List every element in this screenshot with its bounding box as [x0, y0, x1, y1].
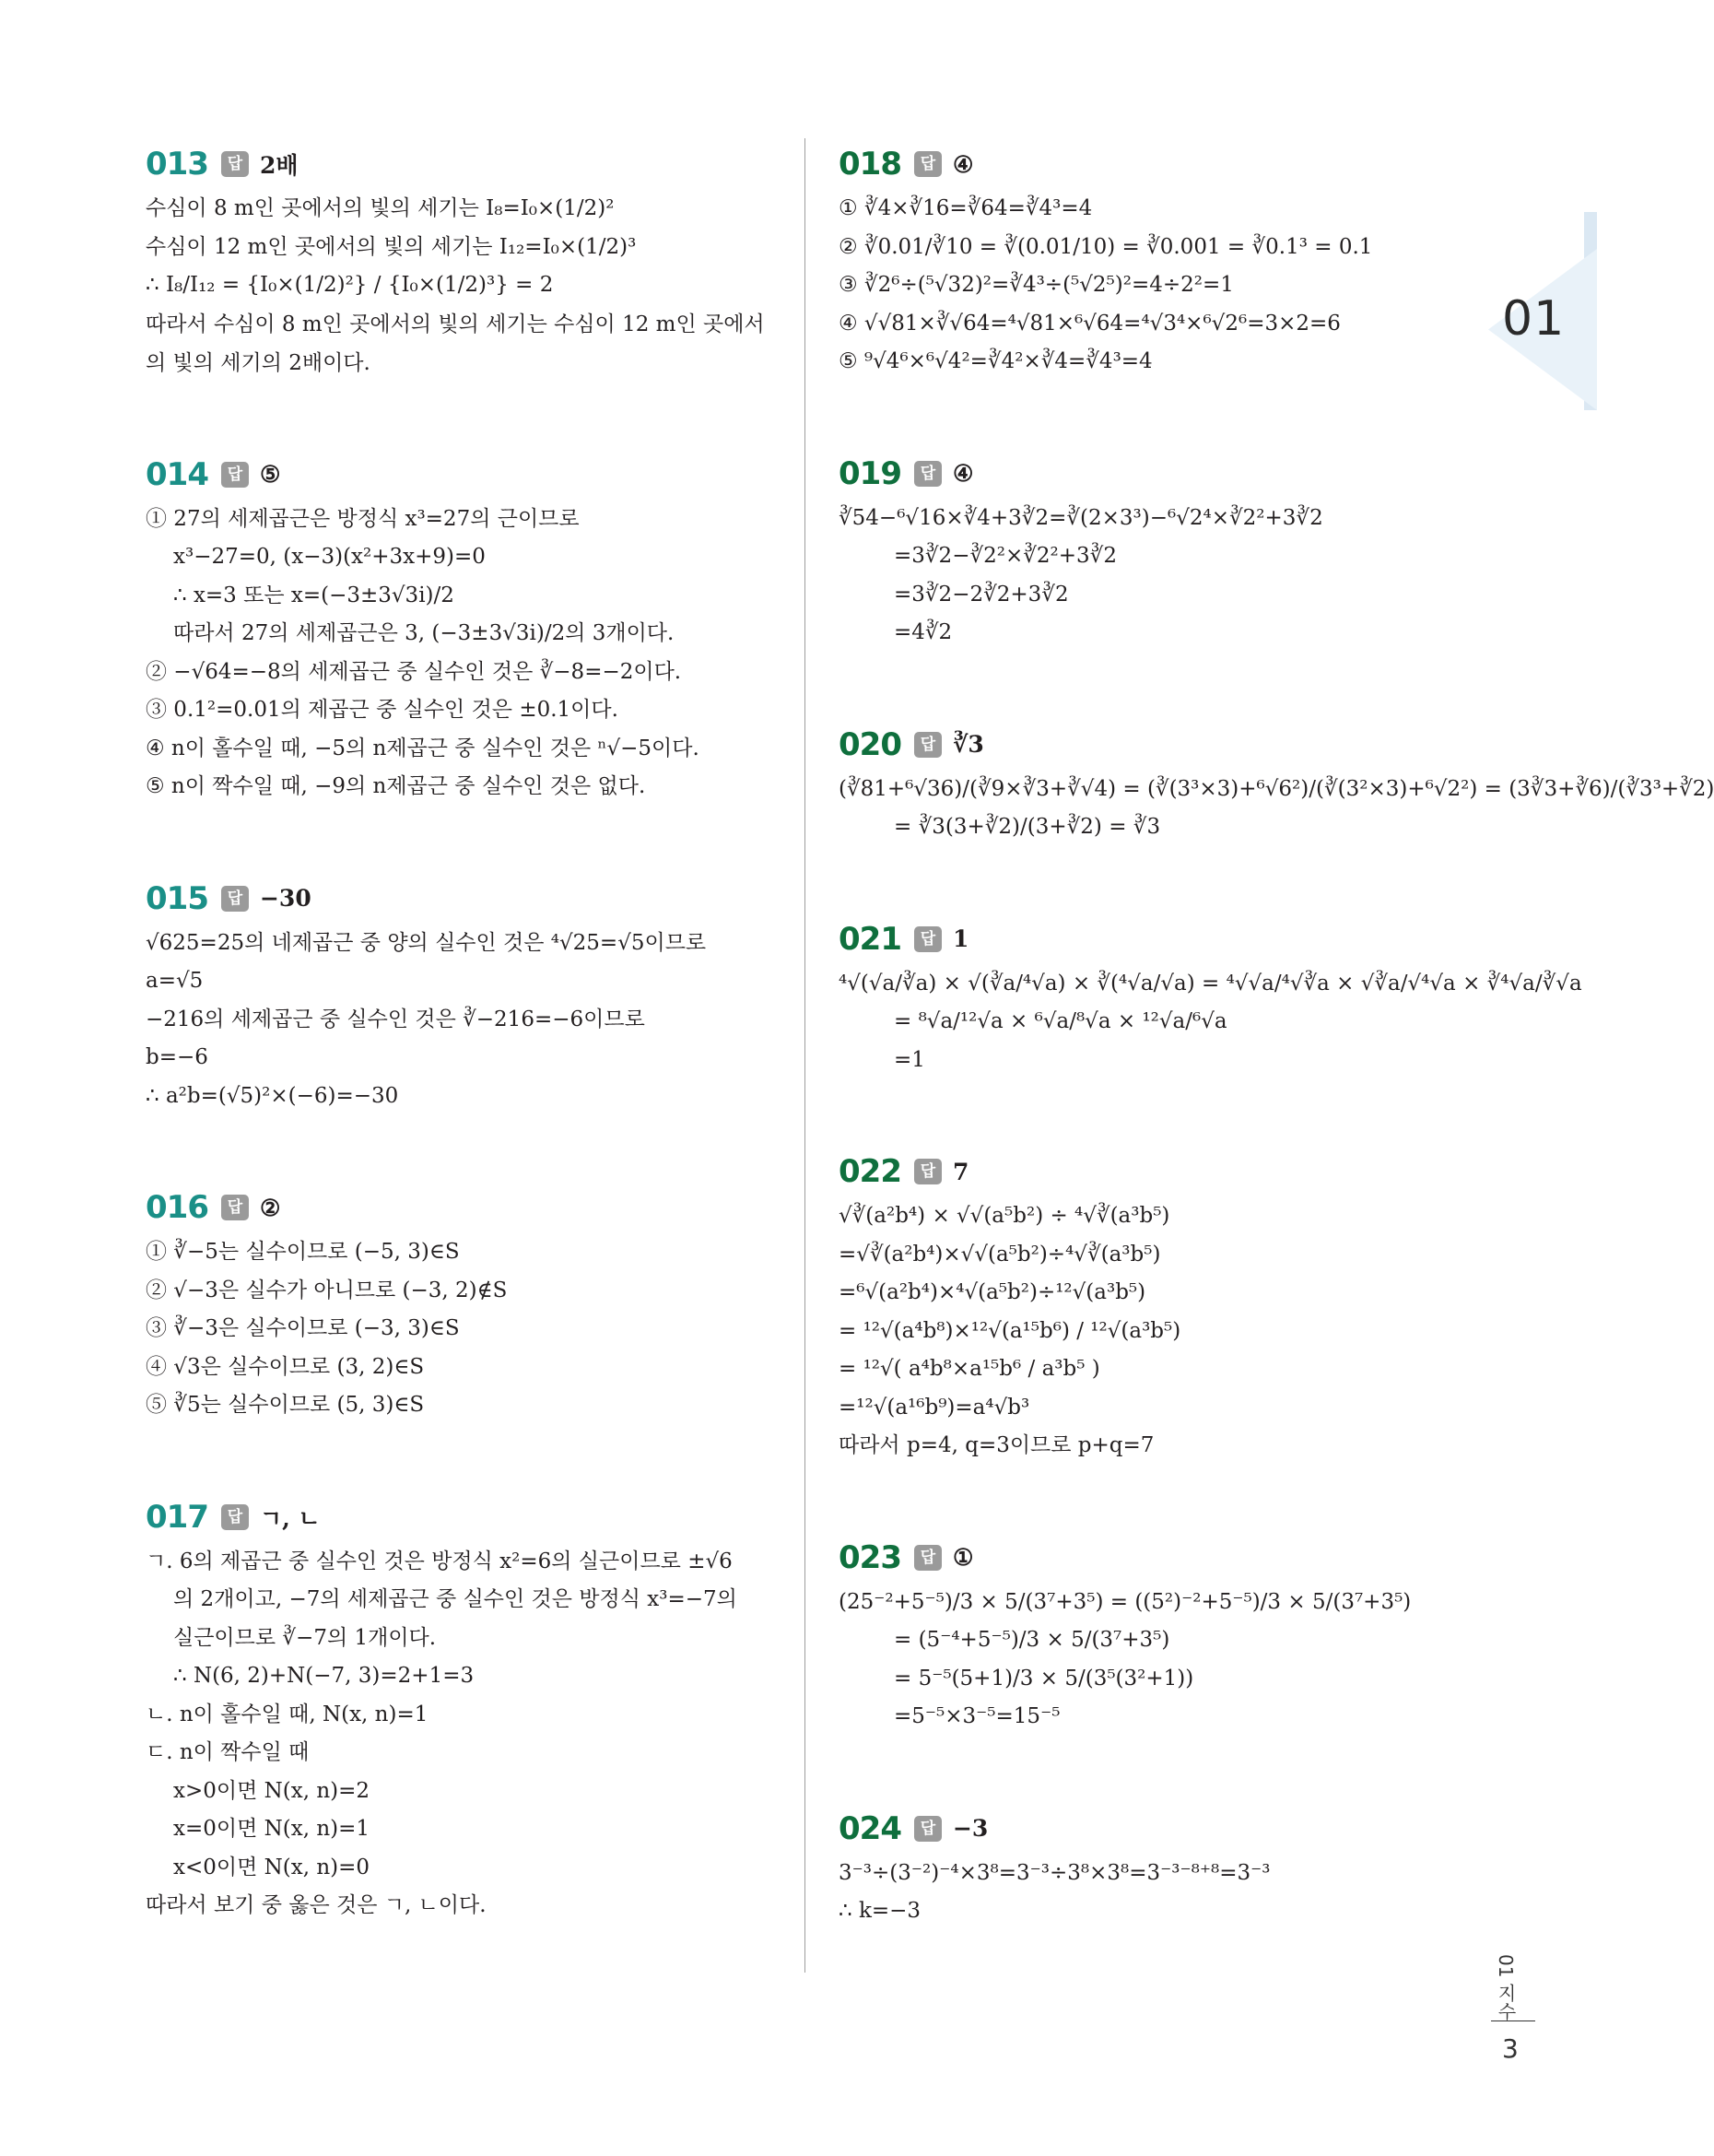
problem-header — [146, 873, 781, 925]
problem-header — [839, 448, 1484, 500]
solution-line: ㄱ. 6의 제곱근 중 실수인 것은 방정식 x²=6의 실근이므로 ±√6 — [146, 1549, 733, 1573]
solution-line: = (5⁻⁴+5⁻⁵)/3 × 5/(3⁷+3⁵) — [894, 1628, 1170, 1652]
solution-line: = ¹²√(a⁴b⁸)×¹²√(a¹⁵b⁶) / ¹²√(a³b⁵) — [839, 1318, 1181, 1343]
problem-number: 023 — [839, 1538, 901, 1576]
problem-015 — [146, 873, 781, 1116]
solution-line: x=0이면 N(x, n)=1 — [173, 1817, 370, 1841]
solution-line: = ⁸√a/¹²√a × ⁶√a/⁸√a × ¹²√a/⁶√a — [894, 1009, 1227, 1033]
answer-value: ② — [259, 1194, 281, 1221]
problem-017 — [146, 1491, 781, 1926]
solution-line: ① ∛−5는 실수이므로 (−5, 3)∈S — [146, 1240, 460, 1264]
answer-tag-badge: 답 — [914, 1545, 942, 1571]
problem-number: 015 — [146, 879, 208, 917]
problem-016 — [146, 1182, 781, 1425]
solution-line: x>0이면 N(x, n)=2 — [173, 1778, 370, 1803]
solution-line: ④ √3은 실수이므로 (3, 2)∈S — [146, 1354, 425, 1379]
answer-tag-badge: 답 — [914, 1159, 942, 1184]
problem-019 — [839, 448, 1484, 653]
solution-line: =¹²√(a¹⁶b⁹)=a⁴√b³ — [839, 1395, 1030, 1420]
solution-line: ① ∛4×∛16=∛64=∛4³=4 — [839, 196, 1093, 220]
solution-line: (25⁻²+5⁻⁵)/3 × 5/(3⁷+3⁵) = ((5²)⁻²+5⁻⁵)/3 × 5/(3⁷+3⁵) — [839, 1589, 1412, 1614]
answer-tag-badge: 답 — [221, 462, 249, 488]
solution-line: 의 2개이고, −7의 세제곱근 중 실수인 것은 방정식 x³=−7의 — [173, 1587, 737, 1611]
solution-line: 따라서 보기 중 옳은 것은 ㄱ, ㄴ이다. — [146, 1893, 487, 1917]
solution-line: =1 — [894, 1047, 925, 1072]
solution-line: ∴ N(6, 2)+N(−7, 3)=2+1=3 — [173, 1664, 475, 1688]
problem-020 — [839, 719, 1714, 847]
solution-line: √∛(a²b⁴) × √√(a⁵b²) ÷ ⁴√∛(a³b⁵) — [839, 1204, 1170, 1228]
solution-line: ∴ k=−3 — [839, 1899, 922, 1923]
problem-header — [146, 1491, 781, 1543]
answer-value: ④ — [952, 150, 974, 178]
solution-line: ㄷ. n이 짝수일 때 — [146, 1740, 310, 1764]
answer-value: ① — [952, 1544, 974, 1571]
problem-number: 020 — [839, 725, 901, 763]
solution-line: = ¹²√( a⁴b⁸×a¹⁵b⁶ / a³b⁵ ) — [839, 1357, 1100, 1381]
answer-value: ∛3 — [952, 731, 984, 758]
problem-number: 022 — [839, 1153, 901, 1190]
answer-tag-badge: 답 — [914, 461, 942, 487]
problem-header — [146, 138, 781, 190]
answer-tag-badge: 답 — [914, 926, 942, 952]
answer-tag-badge: 답 — [914, 1816, 942, 1842]
problem-number: 019 — [839, 454, 901, 492]
answer-value: 7 — [952, 1158, 969, 1185]
answer-tag-badge: 답 — [221, 1195, 249, 1220]
chapter-number: 01 — [1502, 291, 1566, 347]
solution-line: ④ √√81×∛√64=⁴√81×⁶√64=⁴√3⁴×⁶√2⁶=3×2=6 — [839, 311, 1341, 336]
problem-header — [839, 719, 1484, 771]
chapter-label: 01 지수 — [1495, 1954, 1517, 2021]
solution-line: =5⁻⁵×3⁻⁵=15⁻⁵ — [894, 1704, 1061, 1728]
solution-line: (∛81+⁶√36)/(∛9×∛3+∛√4) = (∛(3³×3)+⁶√6²)/(∛(3²×3)+⁶√2²) = (3∛3+∛6)/(∛3³+∛2) — [839, 776, 1714, 801]
problem-number: 016 — [146, 1189, 208, 1226]
solution-line: ② √−3은 실수가 아니므로 (−3, 2)∉S — [146, 1278, 508, 1302]
solution-line: ③ 0.1²=0.01의 제곱근 중 실수인 것은 ±0.1이다. — [146, 698, 618, 722]
solution-line: 따라서 p=4, q=3이므로 p+q=7 — [839, 1433, 1155, 1457]
solution-line: ∴ a²b=(√5)²×(−6)=−30 — [146, 1083, 399, 1108]
solution-line: ∴ I₈/I₁₂ = {I₀×(1/2)²} / {I₀×(1/2)³} = 2 — [146, 273, 554, 297]
problem-014 — [146, 449, 781, 807]
answer-value: 1 — [952, 925, 969, 952]
problem-header — [839, 913, 1484, 965]
answer-tag-badge: 답 — [221, 886, 249, 912]
solution-line: ⑤ ∛5는 실수이므로 (5, 3)∈S — [146, 1393, 425, 1417]
solution-line: 따라서 수심이 8 m인 곳에서의 빛의 세기는 수심이 12 m인 곳에서의 빛의 세기의 2배이다. — [146, 312, 765, 375]
solution-line: x<0이면 N(x, n)=0 — [173, 1855, 370, 1879]
solution-line: 3⁻³÷(3⁻²)⁻⁴×3⁸=3⁻³÷3⁸×3⁸=3⁻³⁻⁸⁺⁸=3⁻³ — [839, 1860, 1271, 1885]
solution-line: 수심이 8 m인 곳에서의 빛의 세기는 I₈=I₀×(1/2)² — [146, 196, 615, 220]
solution-line: ⑤ ⁹√4⁶×⁶√4²=∛4²×∛4=∛4³=4 — [839, 349, 1153, 373]
answer-value: ④ — [952, 460, 974, 487]
solution-line: ∴ x=3 또는 x=(−3±3√3i)/2 — [173, 583, 454, 607]
left-column — [146, 138, 781, 1992]
answer-tag-badge: 답 — [914, 732, 942, 758]
problem-header — [839, 1803, 1484, 1855]
problem-number: 018 — [839, 146, 901, 183]
problem-024 — [839, 1803, 1484, 1931]
solution-line: b=−6 — [146, 1045, 208, 1069]
answer-tag-badge: 답 — [914, 151, 942, 177]
problem-021 — [839, 913, 1582, 1080]
solution-line: ㄴ. n이 홀수일 때, N(x, n)=1 — [146, 1702, 428, 1726]
solution-line: a=√5 — [146, 969, 204, 993]
answer-value: ⑤ — [259, 461, 281, 488]
problem-header — [839, 1146, 1484, 1197]
solution-line: ③ ∛−3은 실수이므로 (−3, 3)∈S — [146, 1316, 460, 1340]
problem-number: 013 — [146, 146, 208, 183]
problem-018 — [839, 138, 1484, 382]
problem-header — [146, 449, 781, 501]
solution-line: =⁶√(a²b⁴)×⁴√(a⁵b²)÷¹²√(a³b⁵) — [839, 1280, 1146, 1304]
solution-line: ③ ∛2⁶÷(⁵√32)²=∛4³÷(⁵√2⁵)²=4÷2²=1 — [839, 273, 1234, 297]
solution-line: ④ n이 홀수일 때, −5의 n제곱근 중 실수인 것은 ⁿ√−5이다. — [146, 736, 699, 760]
solution-line: ∛54−⁶√16×∛4+3∛2=∛(2×3³)−⁶√2⁴×∛2²+3∛2 — [839, 505, 1323, 530]
page-number: 3 — [1502, 2033, 1519, 2064]
solution-line: =4∛2 — [894, 620, 953, 644]
solution-line: ② ∛0.01/∛10 = ∛(0.01/10) = ∛0.001 = ∛0.1³ = 0.1 — [839, 234, 1373, 259]
solution-line: √625=25의 네제곱근 중 양의 실수인 것은 ⁴√25=√5이므로 — [146, 930, 707, 955]
problem-number: 021 — [839, 920, 901, 958]
solution-line: = ∛3(3+∛2)/(3+∛2) = ∛3 — [894, 815, 1161, 839]
answer-value: 2배 — [259, 152, 299, 179]
solution-line: 실근이므로 ∛−7의 1개이다. — [173, 1625, 437, 1650]
problem-013 — [146, 138, 781, 383]
solution-line: ⑤ n이 짝수일 때, −9의 n제곱근 중 실수인 것은 없다. — [146, 774, 646, 798]
solution-line: −216의 세제곱근 중 실수인 것은 ∛−216=−6이므로 — [146, 1007, 645, 1031]
problem-number: 017 — [146, 1498, 208, 1536]
solution-line: = 5⁻⁵(5+1)/3 × 5/(3⁵(3²+1)) — [894, 1666, 1194, 1691]
solution-line: ① 27의 세제곱근은 방정식 x³=27의 근이므로 — [146, 506, 580, 531]
solution-line: 수심이 12 m인 곳에서의 빛의 세기는 I₁₂=I₀×(1/2)³ — [146, 234, 637, 259]
solution-line: ② −√64=−8의 세제곱근 중 실수인 것은 ∛−8=−2이다. — [146, 659, 682, 684]
column-divider — [804, 138, 805, 1973]
answer-value: ㄱ, ㄴ — [259, 1504, 321, 1532]
problem-header — [146, 1182, 781, 1233]
solution-line: =3∛2−2∛2+3∛2 — [894, 582, 1069, 607]
solution-line: =3∛2−∛2²×∛2²+3∛2 — [894, 544, 1117, 568]
problem-header — [839, 1532, 1484, 1584]
problem-023 — [839, 1532, 1484, 1737]
problem-022 — [839, 1146, 1484, 1466]
answer-tag-badge: 답 — [221, 1504, 249, 1530]
solution-line: =√∛(a²b⁴)×√√(a⁵b²)÷⁴√∛(a³b⁵) — [839, 1242, 1161, 1267]
solution-line: x³−27=0, (x−3)(x²+3x+9)=0 — [173, 545, 486, 569]
problem-header — [839, 138, 1484, 190]
problem-number: 014 — [146, 455, 208, 493]
solution-line: ⁴√(√a/∛a) × √(∛a/⁴√a) × ∛(⁴√a/√a) = ⁴√√a/⁴√∛a × √∛a/√⁴√a × ∛⁴√a/∛√a — [839, 971, 1582, 996]
answer-value: −30 — [259, 885, 311, 912]
problem-number: 024 — [839, 1809, 901, 1847]
solution-line: 따라서 27의 세제곱근은 3, (−3±3√3i)/2의 3개이다. — [173, 621, 675, 645]
answer-value: −3 — [952, 1815, 989, 1842]
answer-tag-badge: 답 — [221, 151, 249, 177]
